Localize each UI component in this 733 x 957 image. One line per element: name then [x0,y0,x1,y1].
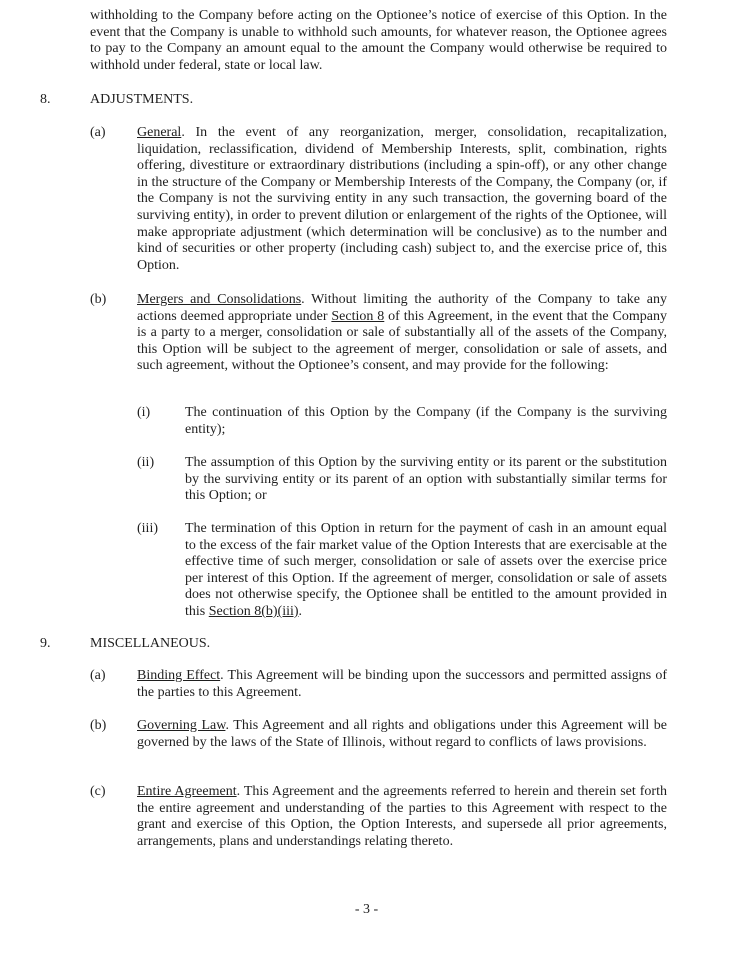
section-8b-label: (b) [90,292,107,307]
section-8-reference: Section 8 [331,308,385,324]
section-8biii-reference: Section 8(b)(iii) [208,603,299,619]
section-9c-label: (c) [90,784,106,799]
intro-paragraph: withholding to the Company before acting on the Optionee’s notice of exercise of this Option. In the event that the Company is unable to withhold such amounts, for whatever reason, the Optionee agrees to pay to the Company an amount equal to the amount the Company would otherwise be required to withhold under federal, state or local law. [90,8,667,73]
section-8b-text [137,292,667,375]
section-8a-text [137,125,667,274]
item-ii-label: (ii) [137,455,155,470]
section-8b-body-end: of this Agreement, in the event that the Company is a party to a merger, consolidation or sale of substantially all of the assets of the Company, this Option will be subject to the agreement of merger, consolidation or sale of assets, and such agreement, without the Optionee’s consent, and may provide for the following: [137,308,667,374]
section-9b-body: . This Agreement and all rights and obligations under this Agreement will be governed by the laws of the State of Illinois, without regard to conflicts of laws provisions. [137,718,668,750]
section-9c-text [137,784,667,850]
section-8a-label: (a) [90,125,106,140]
item-iii-text [185,521,667,621]
section-9a-heading: Binding Effect [137,668,221,683]
section-9b-text [137,718,667,751]
section-8b-heading: Mergers and Consolidations [137,292,302,307]
section-9b-label: (b) [90,718,107,733]
section-8a-body: . In the event of any reorganization, merger, consolidation, recapitalization, liquidation, reclassification, dividend of Membership Interests, split, combination, rights offering, divestiture or extraordinary distributions (including a spin-off), or any other change in the structure of the Company or Membership Interests of the Company, the Company (or, if the Company is not the surviving entity in any such transaction, the governing board of the surviving entity), in order to prevent dilution or enlargement of the rights of the Optionee, will make appropriate adjustment (which determination will be conclusive) as to the number and kind of securities or other property (including cash) subject to, and the exercise price of, this Option. [137,125,667,273]
section-9a-label: (a) [90,668,106,683]
section-8-number: 8. [40,92,51,107]
section-9a-text [137,668,667,701]
item-i-text: The continuation of this Option by the Company (if the Company is the surviving entity); [185,405,667,437]
section-8-title: ADJUSTMENTS. [90,92,194,107]
item-iii-body: The termination of this Option in return for the payment of cash in an amount equal to the excess of the fair market value of the Option Interests that are exercisable at the effective time of such merger, consolidation or sale of assets over the exercise price per interest of this Option. If the agreement of merger, consolidation or sale of assets does not otherwise specify, the Optionee shall be entitled to the amount provided in this [185,521,667,619]
item-ii-text: The assumption of this Option by the surviving entity or its parent or the substitution by the surviving entity or its parent of an option with substantially similar terms for this Option; or [185,455,667,504]
section-9c-body: . This Agreement and the agreements referred to herein and therein set forth the entire agreement and understanding of the parties to this Agreement with respect to the grant and exercise of this Option, the Option Interests, and supersede all prior agreements, arrangements, plans and understandings relating thereto. [137,784,667,849]
section-8b-body: . Without limiting the authority of the Company to take any actions deemed appropriate under [137,292,667,324]
item-iii-end: . [298,603,303,619]
section-8a-heading: General [137,125,182,140]
page-number: - 3 - [354,902,379,917]
section-9-title: MISCELLANEOUS. [90,636,211,651]
section-9b-heading: Governing Law [137,718,226,733]
item-i-label: (i) [137,405,151,420]
section-9a-body: . This Agreement will be binding upon the successors and permitted assigns of the parties to this Agreement. [137,668,667,700]
section-9-number: 9. [40,636,51,651]
section-9c-heading: Entire Agreement [137,784,237,799]
item-iii-label: (iii) [137,521,158,536]
